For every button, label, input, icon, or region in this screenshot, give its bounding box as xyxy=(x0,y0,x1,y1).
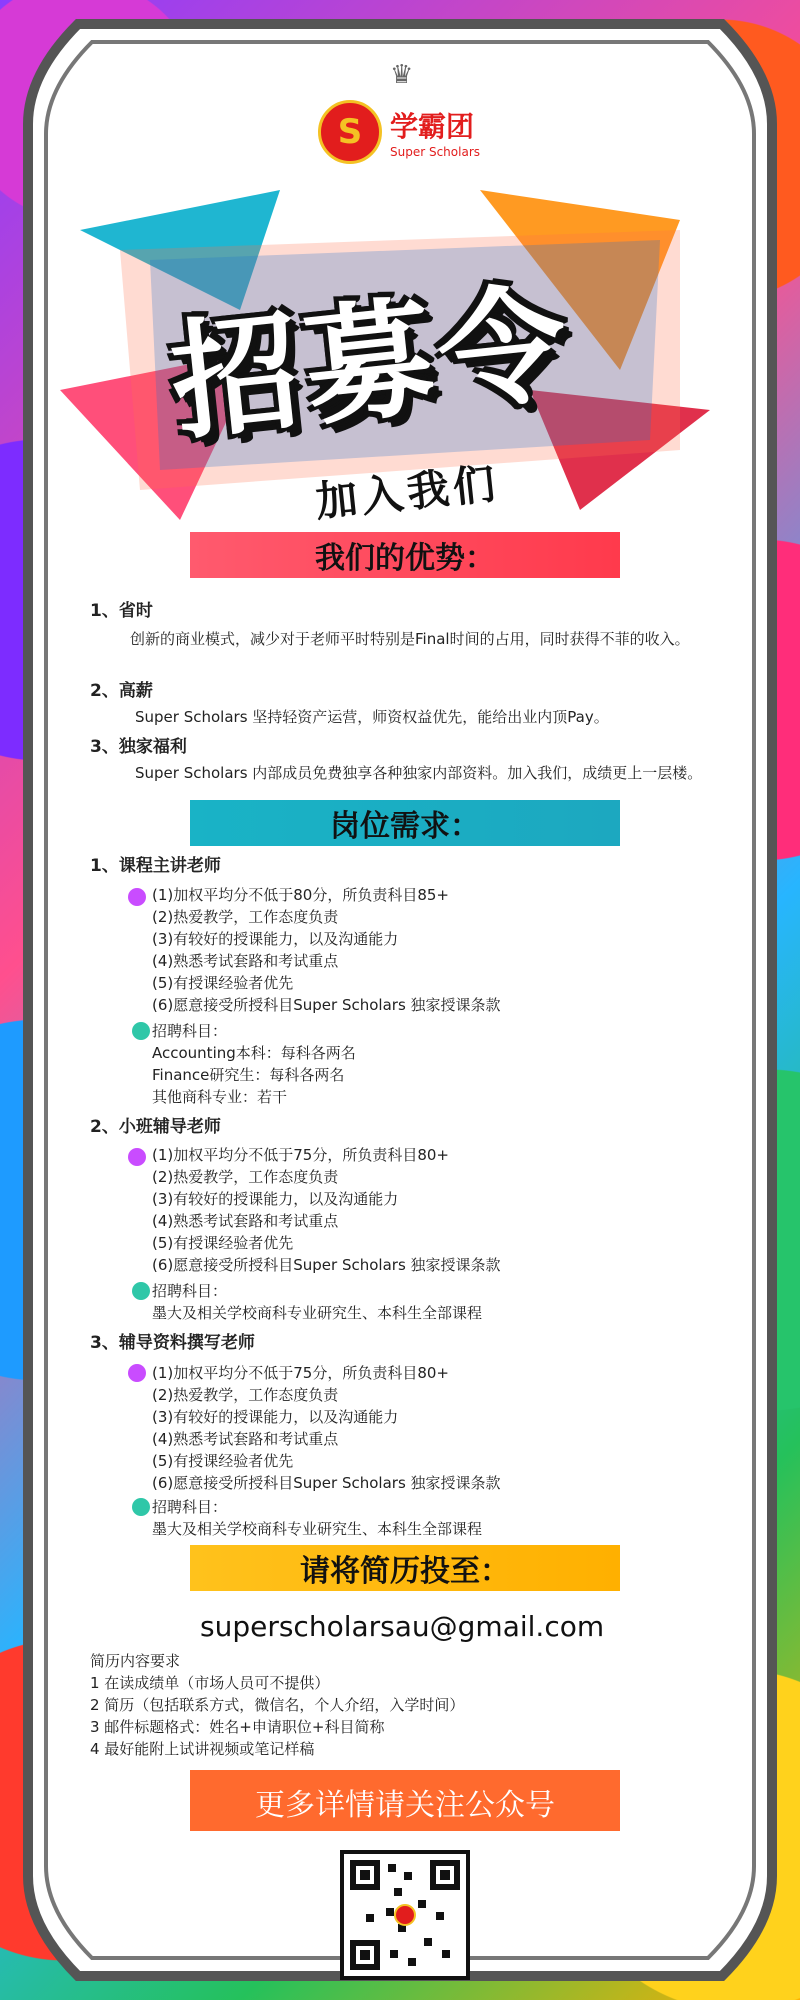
role-2-req-4: (4)熟悉考试套路和考试重点 xyxy=(152,1212,339,1230)
role-1-req-6: (6)愿意接受所授科目Super Scholars 独家授课条款 xyxy=(152,996,501,1014)
logo-cn: 学霸团 xyxy=(390,110,475,143)
advantages-banner xyxy=(190,532,620,578)
advantage-3-desc: Super Scholars 内部成员免费独享各种独家内部资料。加入我们，成绩更上一层楼。 xyxy=(135,764,703,782)
follow-banner xyxy=(190,1770,620,1831)
role-3-req-5: (5)有授课经验者优先 xyxy=(152,1452,294,1470)
poster-content xyxy=(60,40,740,1960)
logo xyxy=(318,100,480,164)
advantage-2-title: 2、高薪 xyxy=(90,681,153,701)
role-1-title: 1、课程主讲老师 xyxy=(90,856,221,876)
role-2-req-2: (2)热爱教学，工作态度负责 xyxy=(152,1168,339,1186)
role-1-req-4: (4)熟悉考试套路和考试重点 xyxy=(152,952,339,970)
role-2-req-1: (1)加权平均分不低于75分，所负责科目80+ xyxy=(152,1146,449,1164)
resume-req-3: 3 邮件标题格式：姓名+申请职位+科目简称 xyxy=(90,1718,385,1736)
role-3-req-6: (6)愿意接受所授科目Super Scholars 独家授课条款 xyxy=(152,1474,501,1492)
role-1-subject-1: Accounting本科：每科各两名 xyxy=(152,1044,356,1062)
hero xyxy=(60,190,740,527)
qr-code-icon xyxy=(340,1850,470,1980)
bullet-icon xyxy=(128,1364,146,1382)
bullet-icon xyxy=(132,1498,150,1516)
crown-icon: ♛ xyxy=(390,60,414,90)
resume-banner xyxy=(190,1545,620,1591)
role-2-req-3: (3)有较好的授课能力，以及沟通能力 xyxy=(152,1190,399,1208)
bullet-icon xyxy=(128,1148,146,1166)
role-2-subject-1: 墨大及相关学校商科专业研究生、本科生全部课程 xyxy=(152,1304,483,1322)
role-1-req-1: (1)加权平均分不低于80分，所负责科目85+ xyxy=(152,886,449,904)
email-address[interactable]: superscholarsau@gmail.com xyxy=(200,1610,605,1643)
role-3-req-4: (4)熟悉考试套路和考试重点 xyxy=(152,1430,339,1448)
hero-subtitle: 加入我们 xyxy=(313,458,502,527)
logo-mark-icon: S xyxy=(318,100,382,164)
resume-req-title: 简历内容要求 xyxy=(90,1652,181,1670)
resume-banner-text: 请将简历投至： xyxy=(300,1554,510,1589)
role-1-subject-3: 其他商科专业：若干 xyxy=(152,1088,288,1106)
role-1-req-2: (2)热爱教学，工作态度负责 xyxy=(152,908,339,926)
role-2-req-5: (5)有授课经验者优先 xyxy=(152,1234,294,1252)
follow-banner-text: 更多详情请关注公众号 xyxy=(255,1788,555,1823)
role-2-title: 2、小班辅导老师 xyxy=(90,1117,221,1137)
hero-title: 招募令 xyxy=(164,268,580,459)
advantage-1-title: 1、省时 xyxy=(90,601,153,621)
logo-en: Super Scholars xyxy=(390,145,481,159)
positions-banner-text: 岗位需求： xyxy=(330,809,480,844)
role-1-req-5: (5)有授课经验者优先 xyxy=(152,974,294,992)
advantage-2-desc: Super Scholars 坚持轻资产运营，师资权益优先，能给出业内顶Pay。 xyxy=(135,708,609,726)
role-1-subject-2: Finance研究生：每科各两名 xyxy=(152,1066,345,1084)
bullet-icon xyxy=(128,888,146,906)
role-1-req-3: (3)有较好的授课能力，以及沟通能力 xyxy=(152,930,399,948)
bullet-icon xyxy=(132,1282,150,1300)
role-1-subjects-title: 招聘科目： xyxy=(152,1022,228,1040)
positions-banner xyxy=(190,800,620,846)
resume-req-1: 1 在读成绩单（市场人员可不提供） xyxy=(90,1674,330,1692)
role-3-subjects-title: 招聘科目： xyxy=(152,1498,228,1516)
advantages-banner-text: 我们的优势： xyxy=(315,541,495,576)
role-2-req-6: (6)愿意接受所授科目Super Scholars 独家授课条款 xyxy=(152,1256,501,1274)
role-3-req-3: (3)有较好的授课能力，以及沟通能力 xyxy=(152,1408,399,1426)
resume-req-4: 4 最好能附上试讲视频或笔记样稿 xyxy=(90,1740,315,1758)
resume-req-2: 2 简历（包括联系方式，微信名，个人介绍，入学时间） xyxy=(90,1696,465,1714)
role-3-req-2: (2)热爱教学，工作态度负责 xyxy=(152,1386,339,1404)
role-2-subjects-title: 招聘科目： xyxy=(152,1282,228,1300)
advantage-1-desc: 创新的商业模式，减少对于老师平时特别是Final时间的占用，同时获得不菲的收入。 xyxy=(130,630,690,648)
role-3-subject-1: 墨大及相关学校商科专业研究生、本科生全部课程 xyxy=(152,1520,483,1538)
role-3-req-1: (1)加权平均分不低于75分，所负责科目80+ xyxy=(152,1364,449,1382)
advantage-3-title: 3、独家福利 xyxy=(90,737,187,757)
bullet-icon xyxy=(132,1022,150,1040)
role-3-title: 3、辅导资料撰写老师 xyxy=(90,1333,255,1353)
